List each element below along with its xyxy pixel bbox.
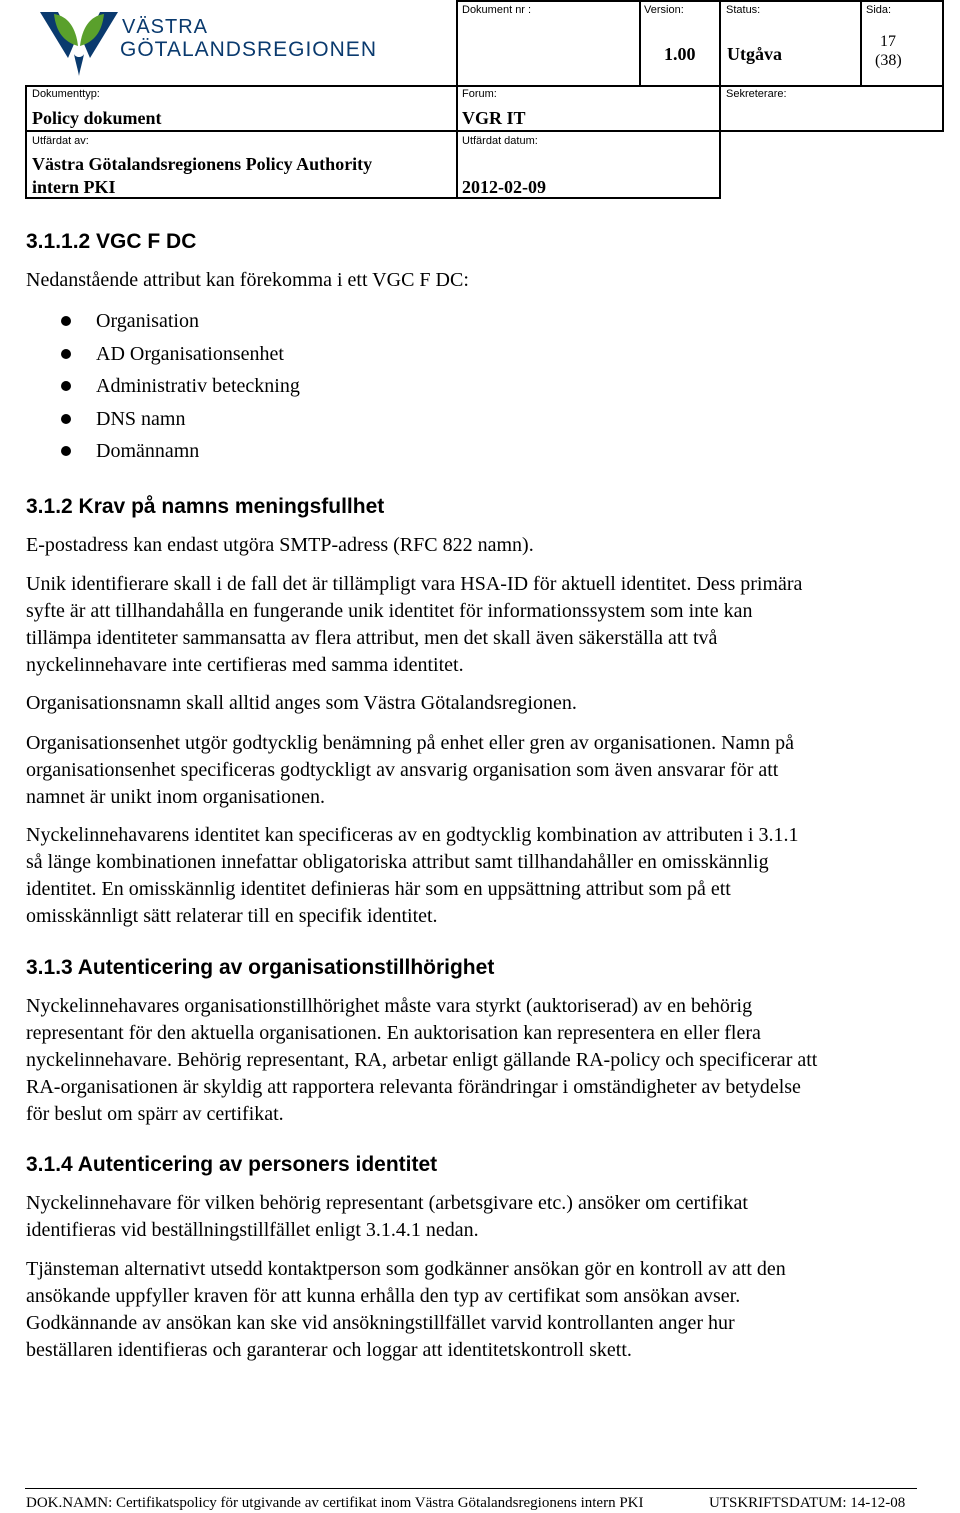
attribute-list (58, 307, 300, 470)
issued-date-label: Utfärdat datum: (462, 135, 538, 147)
auth-org-line-2: representant för den aktuella organisationen. En auktorisation kan representera en eller flera (26, 1022, 761, 1044)
person-auth-line-2: identifieras vid beställningstillfället enligt 3.1.4.1 nedan. (26, 1219, 479, 1241)
logo-line2: GÖTALANDSREGIONEN (120, 38, 377, 61)
secretary-label: Sekreterare: (726, 88, 787, 100)
status-value: Utgåva (727, 44, 782, 64)
header-col-version (639, 0, 641, 87)
header-right-border (942, 0, 944, 132)
auth-org-line-3: nyckelinnehavare. Behörig representant, RA, arbetar enligt gällande RA-policy och specificerar att (26, 1049, 818, 1071)
list-item: AD Organisationsenhet (58, 340, 300, 373)
unique-id-line-3: tillämpa identiteter sammansatta av flera attribut, men det skall även säkerställa att två (26, 627, 718, 649)
header-row1-bottom-left (25, 85, 944, 87)
header-left-border (25, 85, 27, 199)
issued-by-label: Utfärdat av: (32, 135, 89, 147)
org-unit-line-1: Organisationsenhet utgör godtycklig benämning på enhet eller gren av organisationen. Namn på (26, 732, 794, 754)
page-total: (38) (875, 52, 902, 69)
issued-date-value: 2012-02-09 (462, 177, 546, 197)
header-col-page (860, 0, 862, 87)
email-paragraph: E-postadress kan endast utgöra SMTP-adress (RFC 822 namn). (26, 534, 534, 556)
unique-id-line-4: nyckelinnehavare inte certifieras med samma identitet. (26, 654, 464, 676)
vgr-logo (38, 6, 378, 78)
logo-line1: VÄSTRA (122, 16, 209, 38)
doctype-value: Policy dokument (32, 108, 162, 128)
bullet-icon (61, 381, 71, 391)
page-label: Sida: (866, 4, 892, 16)
officer-line-4: beställaren identifieras och garanterar och loggar att identitetskontroll skett. (26, 1339, 632, 1361)
header-bottom-border (25, 197, 721, 199)
key-holder-line-1: Nyckelinnehavarens identitet kan specificeras av en godtycklig kombination av attributen i 3.1.1 (26, 824, 799, 846)
org-name-paragraph: Organisationsnamn skall alltid anges som Västra Götalandsregionen. (26, 692, 577, 714)
bullet-icon (61, 414, 71, 424)
list-item: Domännamn (58, 437, 300, 470)
version-value: 1.00 (664, 44, 696, 64)
forum-label: Forum: (462, 88, 497, 100)
forum-value: VGR IT (462, 108, 526, 128)
bullet-icon (61, 446, 71, 456)
unique-id-line-1: Unik identifierare skall i de fall det är tillämpligt vara HSA-ID för aktuell identitet. Dess primära (26, 573, 803, 595)
list-item: DNS namn (58, 405, 300, 438)
heading-3-1-1-2: 3.1.1.2 VGC F DC (26, 230, 197, 253)
bullet-icon (61, 349, 71, 359)
header-top-border (456, 0, 944, 2)
key-holder-line-3: identitet. En omisskännlig identitet definieras här som en uppsättning attribut som på ett (26, 878, 731, 900)
heading-3-1-3: 3.1.3 Autenticering av organisationstillhörighet (26, 956, 495, 979)
org-unit-line-3: namnet är unikt inom organisationen. (26, 786, 326, 808)
key-holder-line-2: så länge kombinationen innefattar obligatoriska attribut samt tillhandahåller en omisskännlig (26, 851, 769, 873)
list-item: Administrativ beteckning (58, 372, 300, 405)
version-label: Version: (644, 4, 684, 16)
officer-line-1: Tjänsteman alternativt utsedd kontaktperson som godkänner ansökan gör en kontroll av att den (26, 1258, 786, 1280)
intro-paragraph: Nedanstående attribut kan förekomma i ett VGC F DC: (26, 269, 469, 291)
list-item: Organisation (58, 307, 300, 340)
auth-org-line-4: RA-organisationen är skyldig att rapportera relevanta förändringar i omständigheter av betydelse (26, 1076, 801, 1098)
footer-doc-name: DOK.NAMN: Certifikatspolicy för utgivande av certifikat inom Västra Götalandsregionens intern PKI (26, 1495, 644, 1511)
header-row2-bottom (25, 130, 944, 132)
auth-org-line-5: för beslut om spärr av certifikat. (26, 1103, 284, 1125)
auth-org-line-1: Nyckelinnehavares organisationstillhörighet måste vara styrkt (auktoriserad) av en behörig (26, 995, 753, 1017)
page-value: 17 (880, 33, 896, 50)
officer-line-3: Godkännande av ansökan kan ske vid ansökningstillfället varvid kontrollanten anger hur (26, 1312, 735, 1334)
footer-divider (25, 1488, 917, 1489)
issued-by-value-2: intern PKI (32, 177, 116, 197)
heading-3-1-2: 3.1.2 Krav på namns meningsfullhet (26, 495, 385, 518)
unique-id-line-2: syfte är att tillhandahålla en fungerande unik identitet för informationssystem som inte kan (26, 600, 753, 622)
doctype-label: Dokumenttyp: (32, 88, 100, 100)
person-auth-line-1: Nyckelinnehavare för vilken behörig representant (arbetsgivare etc.) ansöker om certifikat (26, 1192, 748, 1214)
heading-3-1-4: 3.1.4 Autenticering av personers identitet (26, 1153, 438, 1176)
doc-nr-label: Dokument nr : (462, 4, 532, 16)
footer-print-date: UTSKRIFTSDATUM: 14-12-08 (709, 1495, 906, 1511)
header-col-status (719, 0, 721, 199)
status-label: Status: (726, 4, 761, 16)
officer-line-2: ansökande uppfyller kraven för att kunna erhålla den typ av certifikat som ansökan avser. (26, 1285, 741, 1307)
issued-by-value-1: Västra Götalandsregionens Policy Authority (32, 154, 373, 174)
key-holder-line-4: omisskännligt sätt relaterar till en specifik identitet. (26, 905, 438, 927)
leaf-icon (38, 6, 120, 78)
header-col-doc (456, 0, 458, 199)
org-unit-line-2: organisationsenhet specificeras godtyckligt av ansvarig organisation som även ansvarar för att (26, 759, 779, 781)
bullet-icon (61, 316, 71, 326)
